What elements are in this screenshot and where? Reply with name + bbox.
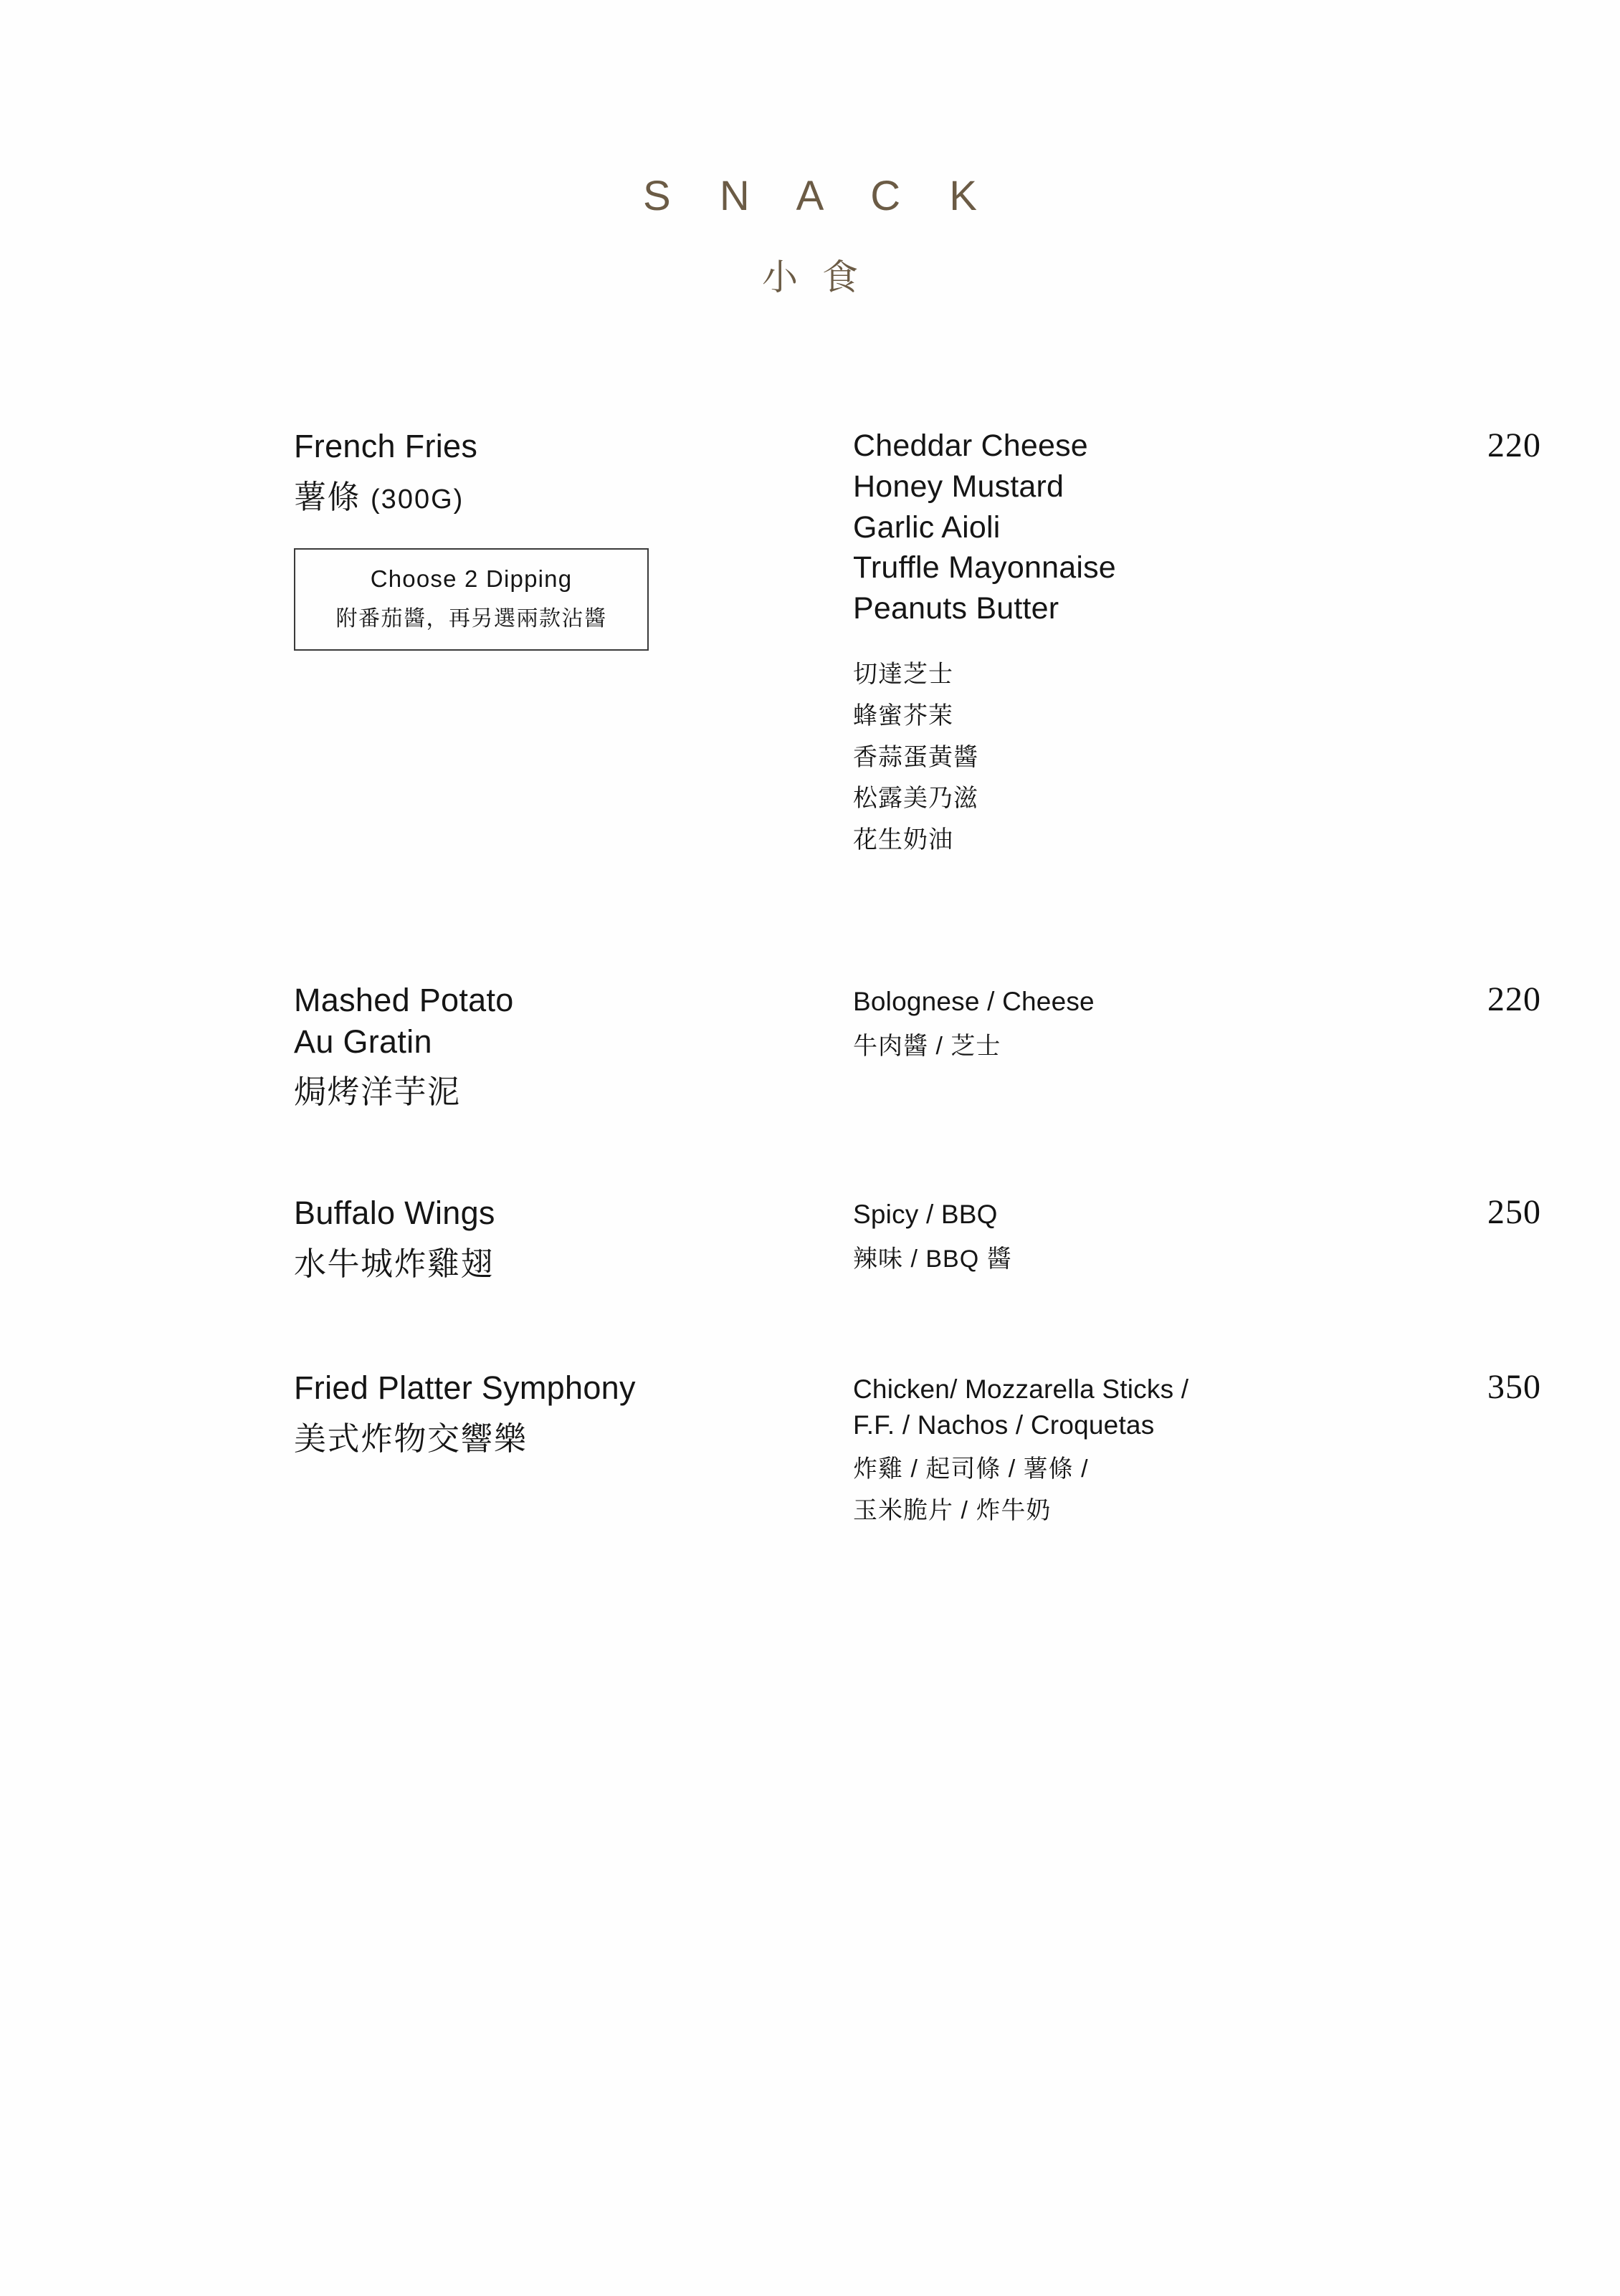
item-price-block [1412,980,1541,1019]
item-desc-en [853,984,1412,1020]
desc-zh-line: 玉米脆片 / 炸牛奶 [853,1497,1052,1525]
item-price-block [1412,1367,1541,1407]
page-title: S N A C K [643,173,996,219]
item-name-zh [294,477,853,519]
item-desc-block [853,1367,1412,1536]
desc-zh-line: 花生奶油 [853,826,953,854]
desc-en-line: Chicken/ Mozzarella Sticks / [853,1374,1189,1405]
item-price: 350 [1487,1368,1541,1407]
item-name-zh: 美式炸物交響樂 [294,1420,528,1457]
item-name-en-line: Buffalo Wings [294,1194,495,1231]
item-desc-zh [853,1030,1412,1063]
desc-en-line: Garlic Aioli [853,510,1001,545]
item-desc-zh [853,1453,1412,1528]
item-name-block [294,426,853,651]
spacer [294,865,1477,980]
item-desc-en [853,1372,1412,1443]
item-desc-zh [853,658,1412,858]
desc-zh-line: 松露美乃滋 [853,785,978,813]
item-name-en-line: Fried Platter Symphony [294,1369,636,1407]
item-name-zh: 焗烤洋芋泥 [294,1073,461,1111]
dipping-note-box [294,548,649,651]
item-name-zh: 水牛城炸雞翅 [294,1245,495,1282]
item-desc-block [853,1192,1412,1283]
item-desc-en [853,426,1412,629]
desc-zh-line: 香蒜蛋黃醬 [853,743,978,771]
item-name-block [294,1192,853,1285]
item-name-en-line: Mashed Potato [294,982,514,1019]
desc-zh-line: 切達芝士 [853,660,953,688]
item-price: 250 [1487,1192,1541,1231]
desc-zh-line: 炸雞 / 起司條 / 薯條 / [853,1455,1089,1483]
menu-item-buffalo-wings [294,1192,1541,1285]
item-desc-zh [853,1243,1412,1276]
desc-en-line: Bolognese / Cheese [853,987,1095,1017]
item-name-block [294,980,853,1114]
page-header [0,0,1620,300]
desc-en-line: Cheddar Cheese [853,429,1088,463]
item-weight: (300G) [371,484,464,515]
menu-item-mashed-potato-au-gratin [294,980,1541,1114]
page-subtitle: 小 食 [762,257,865,297]
item-price-block [1412,426,1541,465]
item-name-en [294,1367,853,1409]
desc-zh-line: 牛肉醬 / 芝士 [853,1032,1001,1060]
item-desc-en [853,1197,1412,1233]
item-name-zh-text: 薯條 [294,478,361,515]
menu-item-fried-platter-symphony [294,1367,1541,1536]
item-desc-block [853,426,1412,865]
dipping-note-en: Choose 2 Dipping [370,565,573,593]
desc-en-line: Truffle Mayonnaise [853,550,1116,585]
item-price: 220 [1487,980,1541,1019]
spacer [294,1285,1477,1367]
item-price-block [1412,1192,1541,1232]
desc-zh-line: 辣味 / BBQ 醬 [853,1245,1012,1273]
item-name-en [294,1192,853,1234]
item-name-en [294,980,853,1062]
desc-en-line: Honey Mustard [853,469,1064,504]
item-name-en: French Fries [294,428,478,464]
menu-item-french-fries [294,426,1541,865]
spacer [294,1114,1477,1192]
desc-en-line: Spicy / BBQ [853,1199,998,1229]
item-desc-block [853,980,1412,1071]
item-price: 220 [1487,426,1541,464]
item-name-en-line: Au Gratin [294,1023,432,1060]
dipping-note-zh: 附番茄醬，再另選兩款沾醬 [335,607,607,631]
desc-en-line: Peanuts Butter [853,591,1059,626]
menu-list [0,426,1620,1536]
desc-zh-line: 蜂蜜芥茉 [853,702,953,730]
desc-en-line: F.F. / Nachos / Croquetas [853,1410,1155,1440]
item-name-block [294,1367,853,1460]
